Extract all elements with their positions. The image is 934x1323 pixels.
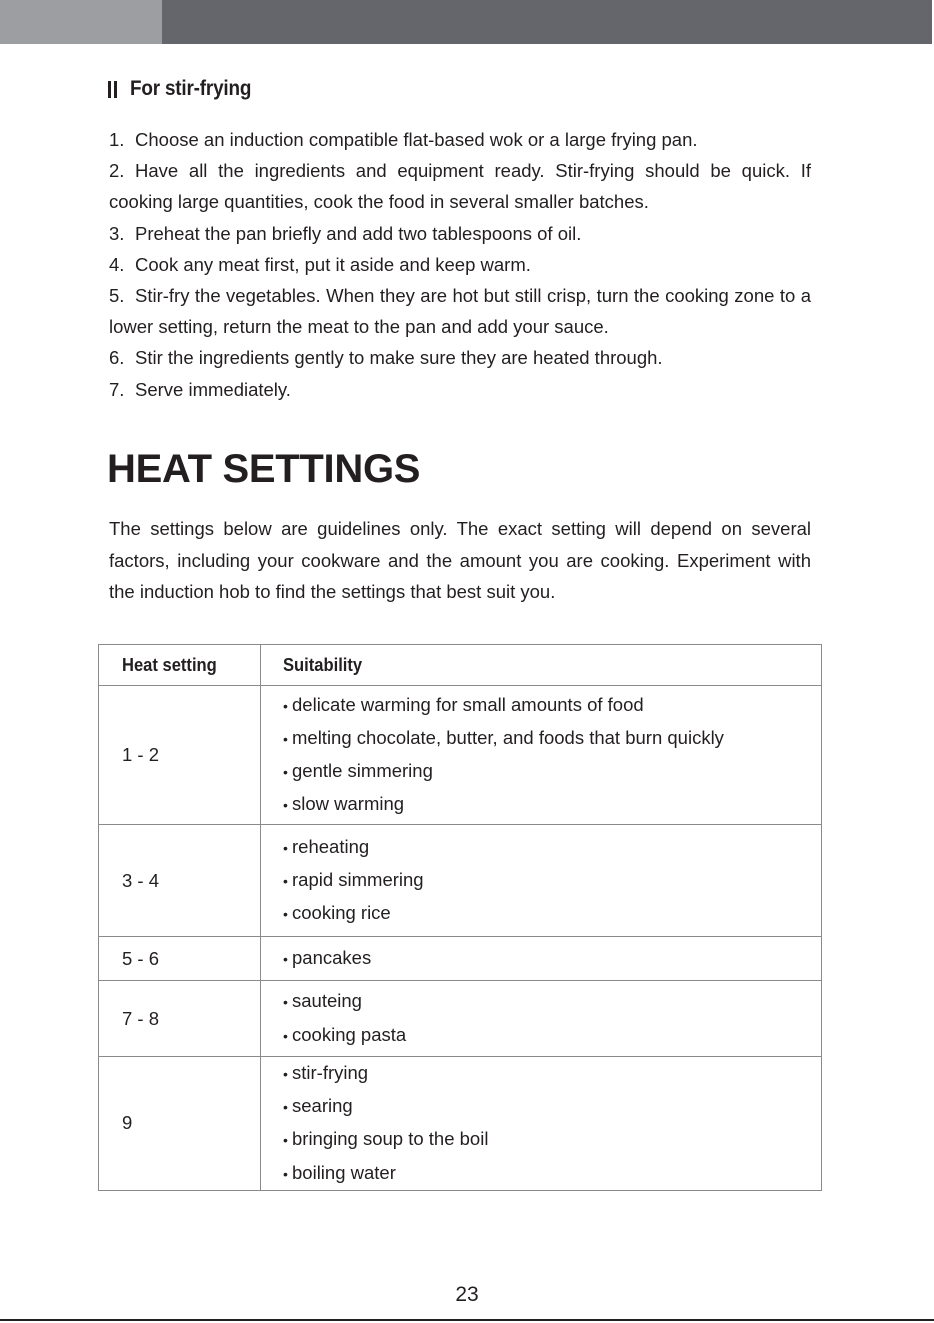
header-suitability: Suitability <box>261 645 822 686</box>
list-item: • pancakes <box>283 946 372 968</box>
stir-fry-steps <box>109 124 811 405</box>
heat-settings-table <box>98 644 822 1191</box>
setting-cell: 1 - 2 <box>99 686 261 825</box>
step-item: 4. Cook any meat first, put it aside and keep warm. <box>109 253 531 275</box>
suitability-cell <box>261 981 822 1057</box>
list-item: • searing <box>283 1095 353 1117</box>
step-item: 5. Stir-fry the vegetables. When they are hot but still crisp, turn the cooking zone to a lower setting, return the meat to the pan and add your sauce. <box>109 285 811 338</box>
list-item: • delicate warming for small amounts of food <box>283 693 644 715</box>
page-number: 23 <box>455 1283 479 1306</box>
bottom-rule <box>0 1319 934 1321</box>
list-item: • cooking rice <box>283 902 391 924</box>
list-item: • stir-frying <box>283 1062 369 1083</box>
setting-cell: 7 - 8 <box>99 981 261 1057</box>
section-heading <box>108 75 265 103</box>
step-item: 3. Preheat the pan briefly and add two tablespoons of oil. <box>109 222 582 244</box>
step-item: 2. Have all the ingredients and equipment ready. Stir-frying should be quick. If cooking large quantities, cook the food in several smaller batches. <box>109 160 811 213</box>
step-item: 6. Stir the ingredients gently to make sure they are heated through. <box>109 347 663 369</box>
list-item: • slow warming <box>283 793 405 815</box>
setting-cell: 9 <box>99 1057 261 1191</box>
section-title: For stir-frying <box>130 77 252 100</box>
list-item: • rapid simmering <box>283 868 424 890</box>
header-bar <box>0 0 934 44</box>
header-bar-dark-segment <box>162 0 932 44</box>
list-item: • melting chocolate, butter, and foods that burn quickly <box>283 726 724 748</box>
list-item: • cooking pasta <box>283 1023 407 1045</box>
list-item: • sauteing <box>283 990 362 1012</box>
suitability-cell <box>261 937 822 981</box>
list-item: • reheating <box>283 835 370 857</box>
header-heat-setting: Heat setting <box>99 645 261 686</box>
table-row <box>99 686 822 825</box>
list-item: • gentle simmering <box>283 760 433 781</box>
page-heading: HEAT SETTINGS <box>107 447 421 491</box>
step-item: 7. Serve immediately. <box>109 378 291 400</box>
suitability-cell <box>261 686 822 825</box>
table-header-row <box>99 645 822 686</box>
suitability-cell <box>261 825 822 937</box>
setting-cell: 3 - 4 <box>99 825 261 937</box>
header-bar-light-segment <box>0 0 162 44</box>
list-item: • boiling water <box>283 1161 396 1183</box>
table-row <box>99 981 822 1057</box>
table-row <box>99 1057 822 1191</box>
suitability-cell <box>261 1057 822 1191</box>
setting-cell: 5 - 6 <box>99 937 261 981</box>
list-item: • bringing soup to the boil <box>283 1128 489 1150</box>
intro-paragraph: The settings below are guidelines only. The exact setting will depend on several factors, including your cookware and the amount you are cooking. Experiment with the induction hob to find the settings that best suit you. <box>109 518 811 602</box>
table-row <box>99 937 822 981</box>
step-item: 1. Choose an induction compatible flat-based wok or a large frying pan. <box>109 129 698 150</box>
section-marker-icon <box>108 81 117 98</box>
table-row <box>99 825 822 937</box>
